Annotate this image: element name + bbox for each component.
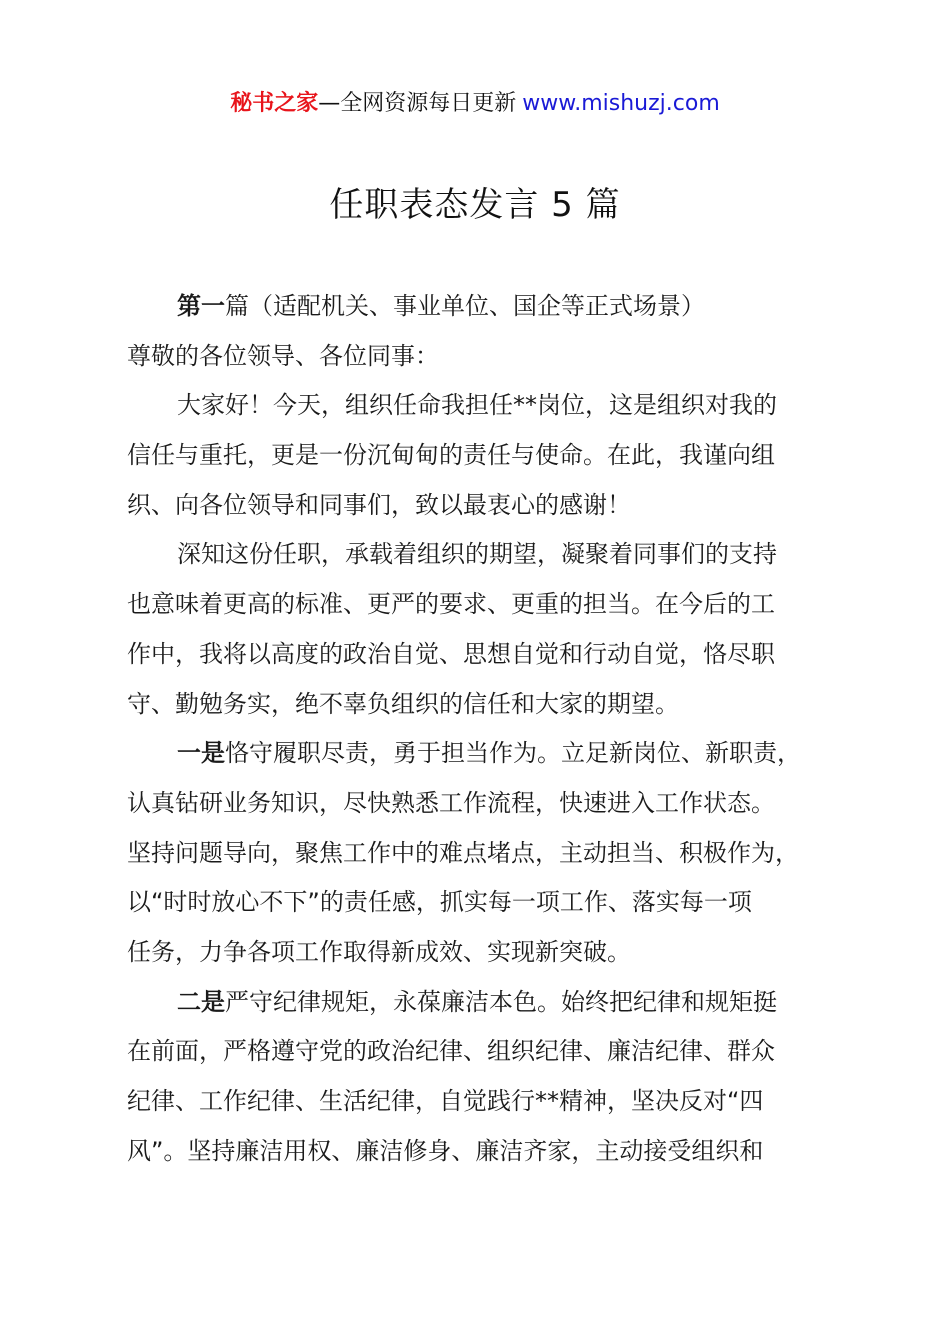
paragraph-line <box>127 729 867 779</box>
paragraph-line: 认真钻研业务知识，尽快熟悉工作流程，快速进入工作状态。 <box>127 788 775 817</box>
paragraph-line: 纪律、工作纪律、生活纪律，自觉践行**精神，坚决反对“四 <box>127 1087 764 1115</box>
paragraph-line: 以“时时放心不下”的责任感，抓实每一项工作、落实每一项 <box>127 888 752 917</box>
paragraph-line: 坚持问题导向，聚焦工作中的难点堵点，主动担当、积极作为， <box>127 838 799 867</box>
point-lead: 二是 <box>177 987 225 1016</box>
paragraph-line: 在前面，严格遵守党的政治纪律、组织纪律、廉洁纪律、群众 <box>127 1037 775 1066</box>
paragraph-point-one <box>127 729 867 977</box>
document-body <box>127 282 867 1176</box>
paragraph-line: 作中，我将以高度的政治自觉、思想自觉和行动自觉，恪尽职 <box>127 639 775 668</box>
section-heading-bold: 第一 <box>177 292 225 320</box>
paragraph-line: 也意味着更高的标准、更严的要求、更重的担当。在今后的工 <box>127 590 775 619</box>
site-url-link[interactable]: www.mishuzj.com <box>522 91 720 116</box>
paragraph-line <box>127 978 867 1028</box>
paragraph-line: 守、勤勉务实，绝不辜负组织的信任和大家的期望。 <box>127 689 679 718</box>
point-text: 恪守履职尽责，勇于担当作为。立足新岗位、新职责， <box>225 739 801 768</box>
paragraph-line: 织、向各位领导和同事们，致以最衷心的感谢！ <box>127 490 631 519</box>
section-heading-text: 篇（适配机关、事业单位、国企等正式场景） <box>225 292 705 320</box>
paragraph-line: 风”。坚持廉洁用权、廉洁修身、廉洁齐家，主动接受组织和 <box>127 1136 764 1165</box>
paragraph-commitment <box>127 530 867 729</box>
paragraph-line: 信任与重托，更是一份沉甸甸的责任与使命。在此，我谨向组 <box>127 441 775 470</box>
point-text: 严守纪律规矩，永葆廉洁本色。始终把纪律和规矩挺 <box>225 987 777 1016</box>
site-slogan: —全网资源每日更新 <box>318 91 517 116</box>
paragraph-greeting <box>127 381 867 530</box>
document-title: 任职表态发言 5 篇 <box>329 185 621 225</box>
paragraph-point-two <box>127 978 867 1177</box>
paragraph-line: 大家好！今天，组织任命我担任**岗位，这是组织对我的 <box>177 391 777 420</box>
section-heading <box>127 282 867 332</box>
salutation: 尊敬的各位领导、各位同事： <box>127 341 439 370</box>
paragraph-line: 任务，力争各项工作取得新成效、实现新突破。 <box>127 937 631 966</box>
site-brand: 秘书之家 <box>230 91 319 116</box>
point-lead: 一是 <box>177 739 225 768</box>
paragraph-line: 深知这份任职，承载着组织的期望，凝聚着同事们的支持 <box>177 540 777 569</box>
site-header <box>0 88 950 120</box>
